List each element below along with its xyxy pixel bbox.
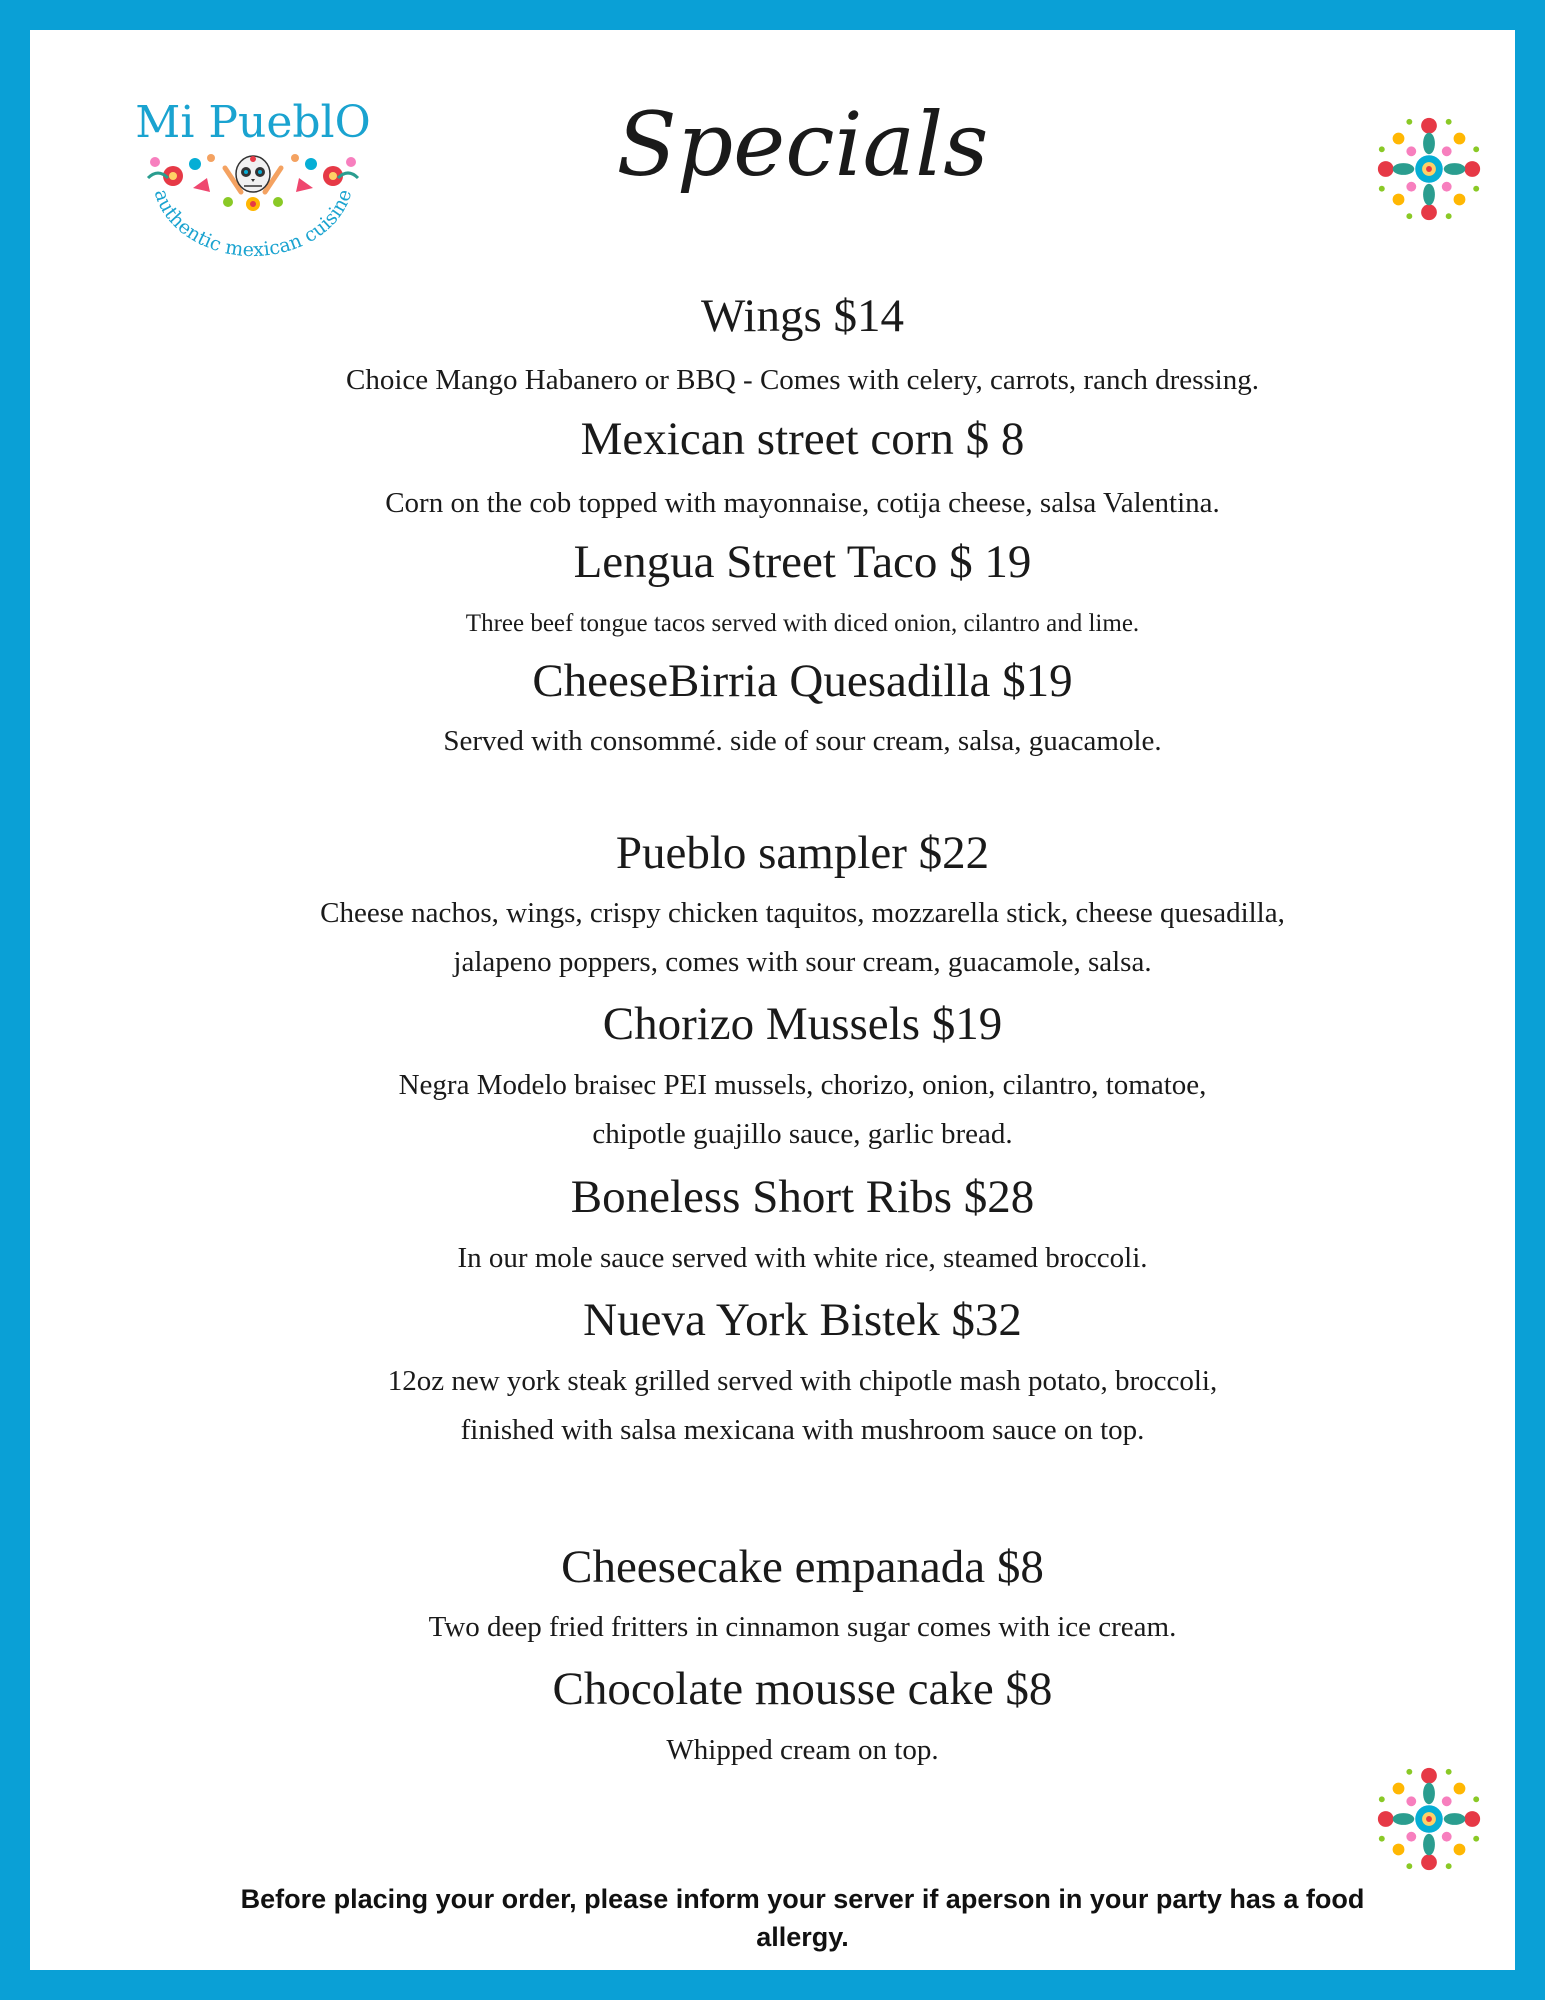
menu-item-description: Cheese nachos, wings, crispy chicken taquitos, mozzarella stick, cheese quesadilla, xyxy=(320,897,1285,929)
menu-item-name: Chocolate mousse cake $8 xyxy=(552,1663,1053,1715)
menu-item-description: Whipped cream on top. xyxy=(666,1734,939,1766)
mandala-flower-icon xyxy=(1370,110,1488,228)
page-title: Specials xyxy=(616,93,989,196)
menu-item-description: chipotle guajillo sauce, garlic bread. xyxy=(592,1118,1013,1150)
logo-name: Mi PueblO xyxy=(135,97,371,148)
menu-item-name: CheeseBirria Quesadilla $19 xyxy=(532,655,1073,707)
menu-item-description: Two deep fried fritters in cinnamon sugar comes with ice cream. xyxy=(428,1611,1177,1643)
menu-item-description: Three beef tongue tacos served with diced onion, cilantro and lime. xyxy=(465,610,1140,637)
logo-tagline: authentic mexican cuisine xyxy=(149,186,357,262)
menu-item-name: Lengua Street Taco $ 19 xyxy=(573,536,1032,588)
allergy-notice: Before placing your order, please inform your server if aperson in your party has a food allergy. xyxy=(240,1884,1365,1952)
menu-item-name: Pueblo sampler $22 xyxy=(615,827,990,879)
menu-item-description: jalapeno poppers, comes with sour cream, guacamole, salsa. xyxy=(453,946,1152,978)
menu-item-description: 12oz new york steak grilled served with chipotle mash potato, broccoli, xyxy=(387,1365,1218,1397)
menu-item-name: Mexican street corn $ 8 xyxy=(580,413,1025,465)
mandala-flower-icon xyxy=(1370,1760,1488,1878)
menu-item-name: Nueva York Bistek $32 xyxy=(583,1294,1022,1346)
menu-item-name: Wings $14 xyxy=(700,290,905,342)
menu-item-name: Boneless Short Ribs $28 xyxy=(570,1171,1035,1223)
menu-item-name: Cheesecake empanada $8 xyxy=(561,1541,1044,1593)
menu-item-description: In our mole sauce served with white rice, steamed broccoli. xyxy=(457,1242,1148,1274)
menu-item-description: Served with consommé. side of sour cream, salsa, guacamole. xyxy=(443,725,1162,757)
menu-item-description: Corn on the cob topped with mayonnaise, cotija cheese, salsa Valentina. xyxy=(385,487,1220,519)
menu-item-description: Choice Mango Habanero or BBQ - Comes with celery, carrots, ranch dressing. xyxy=(346,364,1259,396)
menu-item-description: finished with salsa mexicana with mushroom sauce on top. xyxy=(460,1414,1145,1446)
menu-item-description: Negra Modelo braisec PEI mussels, chorizo, onion, cilantro, tomatoe, xyxy=(398,1069,1207,1101)
menu-item-name: Chorizo Mussels $19 xyxy=(602,998,1003,1050)
